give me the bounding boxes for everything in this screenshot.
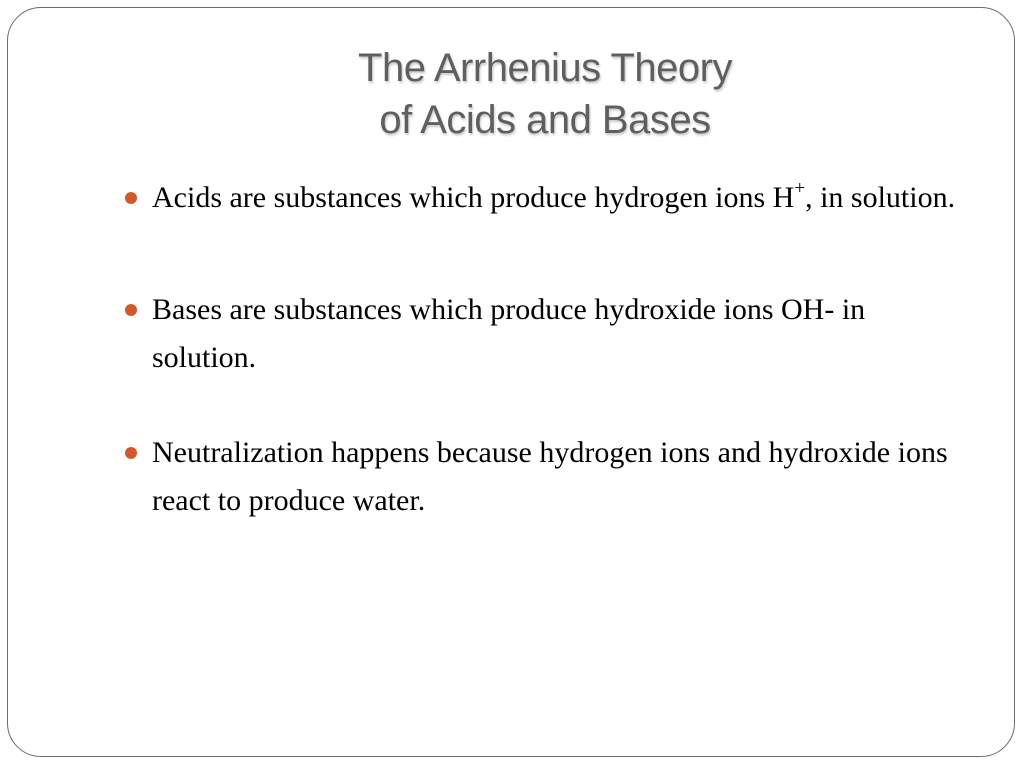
slide-frame bbox=[7, 7, 1015, 757]
bullet-bases-text: Bases are substances which produce hydroxide ions OH- in solution. bbox=[152, 293, 866, 374]
bullet-dot-icon bbox=[125, 304, 137, 316]
slide-title bbox=[8, 42, 1024, 146]
bullet-neutralization-text: Neutralization happens because hydrogen ions and hydroxide ions react to produce water. bbox=[152, 436, 948, 517]
bullet-dot-icon bbox=[125, 192, 137, 204]
bullet-item-neutralization bbox=[122, 429, 962, 525]
bullet-item-bases bbox=[122, 286, 962, 382]
bullet-acids-text-after: , in solution. bbox=[805, 181, 956, 214]
bullet-acids-superscript: + bbox=[794, 178, 806, 199]
bullet-list bbox=[122, 174, 962, 589]
title-line-2: of Acids and Bases bbox=[379, 98, 711, 142]
bullet-item-acids bbox=[122, 174, 962, 222]
title-line-1: The Arrhenius Theory bbox=[358, 46, 732, 90]
bullet-dot-icon bbox=[125, 447, 137, 459]
bullet-acids-text-before: Acids are substances which produce hydrogen ions H bbox=[152, 181, 795, 214]
